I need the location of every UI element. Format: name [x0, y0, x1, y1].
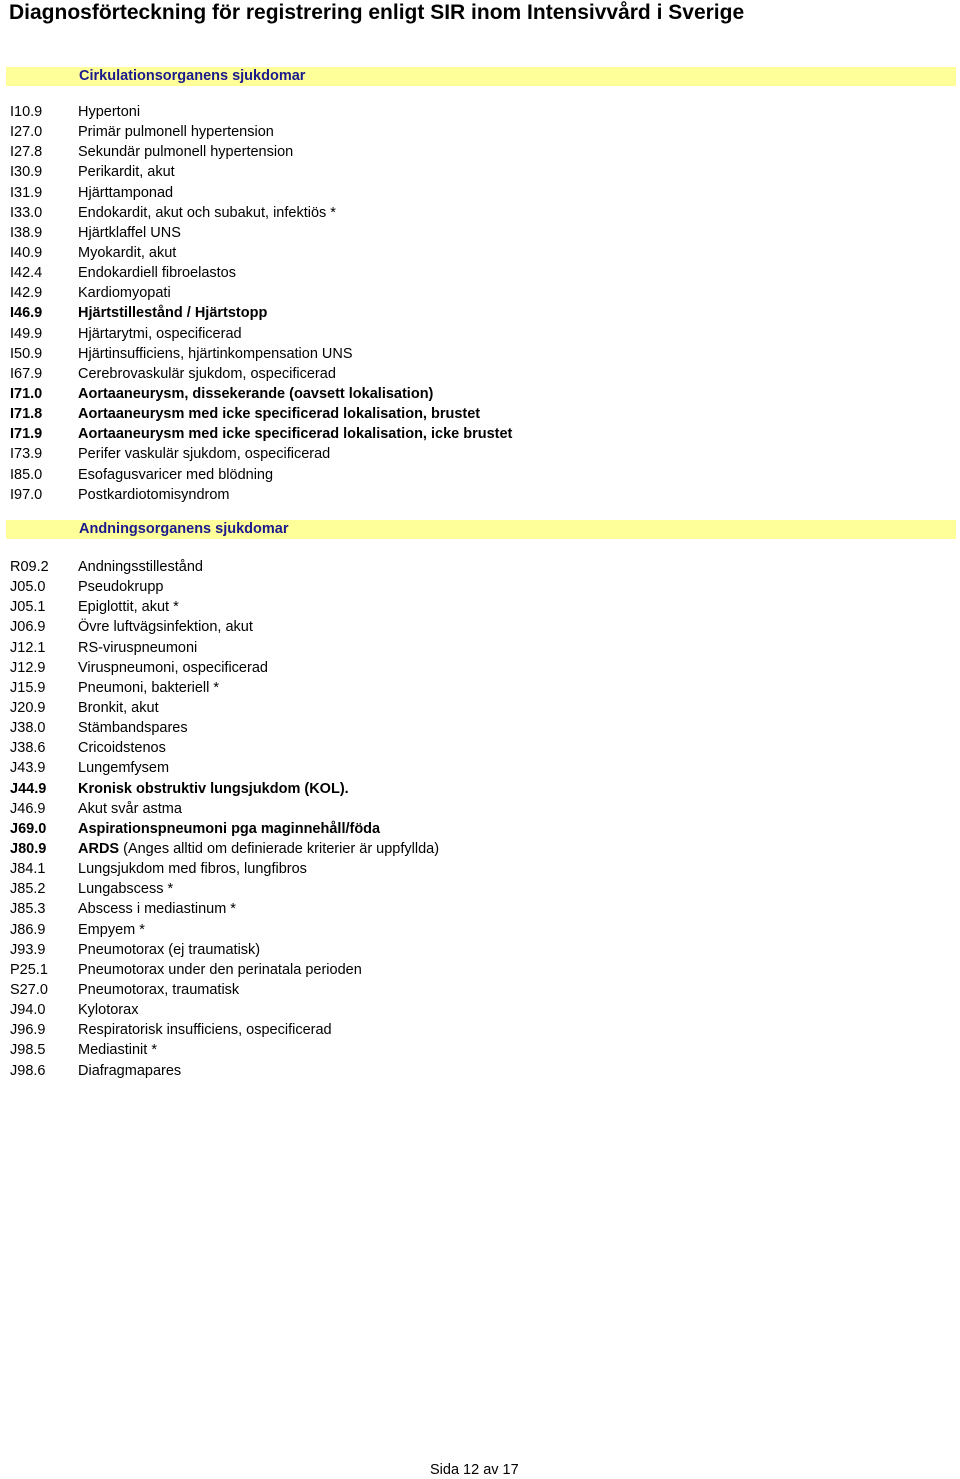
- diagnosis-row: [0, 1000, 960, 1020]
- diagnosis-row: [0, 698, 960, 718]
- diagnosis-code: J94.0: [10, 1002, 46, 1019]
- section-header-respiratory: [6, 520, 956, 539]
- diagnosis-code: I38.9: [10, 224, 43, 241]
- diagnosis-code: J05.0: [10, 579, 46, 596]
- diagnosis-description: Stämbandspares: [78, 720, 188, 737]
- diagnosis-code: J86.9: [10, 921, 46, 938]
- diagnosis-row: [0, 738, 960, 758]
- diagnosis-row: [0, 344, 960, 364]
- diagnosis-code: J80.9: [10, 840, 47, 857]
- diagnosis-description: Andningsstillestånd: [78, 559, 203, 575]
- diagnosis-row: [0, 303, 960, 323]
- diagnosis-row: [0, 638, 960, 658]
- diagnosis-row: [0, 557, 960, 577]
- diagnosis-description: Hjärtstillestånd / Hjärtstopp: [78, 305, 268, 322]
- section-header-circulatory: [6, 67, 956, 86]
- diagnosis-row: [0, 465, 960, 485]
- diagnosis-row: [0, 839, 960, 859]
- diagnosis-code: J06.9: [10, 619, 46, 636]
- diagnosis-description: Aspirationspneumoni pga maginnehåll/föda: [78, 820, 381, 837]
- diagnosis-row: [0, 960, 960, 980]
- diagnosis-row: [0, 617, 960, 637]
- diagnosis-code: I71.8: [10, 406, 43, 423]
- diagnosis-row: [0, 283, 960, 303]
- diagnosis-row: [0, 404, 960, 424]
- diagnosis-description: Bronkit, akut: [78, 699, 159, 716]
- diagnosis-row: [0, 718, 960, 738]
- diagnosis-row: [0, 920, 960, 940]
- diagnosis-row: [0, 122, 960, 142]
- diagnosis-description: Aortaaneurysm med icke specificerad lokalisation, brustet: [78, 406, 481, 423]
- diagnosis-code: I49.9: [10, 325, 43, 342]
- diagnosis-description: Kronisk obstruktiv lungsjukdom (KOL).: [78, 780, 349, 797]
- diagnosis-description: Mediastinit *: [78, 1042, 157, 1059]
- diagnosis-row: [0, 162, 960, 182]
- diagnosis-description: Kardiomyopati: [78, 285, 171, 302]
- diagnosis-row: [0, 899, 960, 919]
- diagnosis-row: [0, 980, 960, 1000]
- diagnosis-code: I97.0: [10, 486, 43, 503]
- diagnosis-description: Lungabscess *: [78, 881, 174, 898]
- diagnosis-row: [0, 577, 960, 597]
- diagnosis-description: Kylotorax: [78, 1002, 139, 1019]
- diagnosis-description: Hjärttamponad: [78, 184, 174, 201]
- diagnosis-code: J38.0: [10, 720, 46, 737]
- diagnosis-code: I73.9: [10, 446, 43, 463]
- diagnosis-description: Cerebrovaskulär sjukdom, ospecificerad: [78, 365, 336, 382]
- diagnosis-description: Myokardit, akut: [78, 244, 177, 261]
- diagnosis-code: I67.9: [10, 365, 43, 382]
- diagnosis-code: J12.1: [10, 639, 46, 656]
- diagnosis-row: [0, 678, 960, 698]
- diagnosis-code: I50.9: [10, 345, 43, 362]
- diagnosis-description: Aortaaneurysm med icke specificerad lokalisation, icke brustet: [78, 426, 513, 443]
- diagnosis-description: Endokardiell fibroelastos: [78, 265, 236, 282]
- diagnosis-description: Pseudokrupp: [78, 579, 164, 596]
- diagnosis-list-circulatory: [0, 102, 960, 505]
- diagnosis-row: [0, 658, 960, 678]
- diagnosis-row: [0, 444, 960, 464]
- diagnosis-code: J85.2: [10, 881, 46, 898]
- diagnosis-row: [0, 263, 960, 283]
- diagnosis-code: I85.0: [10, 466, 43, 483]
- diagnosis-row: [0, 819, 960, 839]
- diagnosis-code: R09.2: [10, 559, 49, 575]
- diagnosis-description: Empyem *: [78, 921, 145, 938]
- diagnosis-row: [0, 102, 960, 122]
- diagnosis-description: Abscess i mediastinum *: [78, 901, 236, 918]
- diagnosis-row: [0, 940, 960, 960]
- diagnosis-code: I46.9: [10, 305, 43, 322]
- diagnosis-description: RS-viruspneumoni: [78, 639, 198, 656]
- diagnosis-code: J44.9: [10, 780, 47, 797]
- diagnosis-code: J15.9: [10, 679, 46, 696]
- diagnosis-code: J96.9: [10, 1022, 46, 1039]
- page-number: Sida 12 av 17: [430, 1462, 519, 1478]
- diagnosis-description-emphasis: ARDS: [78, 840, 120, 857]
- diagnosis-description: [78, 839, 439, 859]
- page-title: Diagnosförteckning för registrering enligt SIR inom Intensivvård i Sverige: [9, 1, 745, 24]
- diagnosis-row: [0, 799, 960, 819]
- diagnosis-description: Lungemfysem: [78, 760, 170, 777]
- diagnosis-description: Viruspneumoni, ospecificerad: [78, 659, 268, 676]
- diagnosis-description: Lungsjukdom med fibros, lungfibros: [78, 861, 307, 878]
- diagnosis-description: Hypertoni: [78, 104, 141, 120]
- diagnosis-code: I42.4: [10, 265, 43, 282]
- diagnosis-description: Sekundär pulmonell hypertension: [78, 144, 294, 161]
- diagnosis-code: J85.3: [10, 901, 46, 918]
- diagnosis-description: Perifer vaskulär sjukdom, ospecificerad: [78, 446, 331, 463]
- diagnosis-code: I40.9: [10, 244, 43, 261]
- diagnosis-list-respiratory: [0, 557, 960, 1081]
- diagnosis-description: Hjärtarytmi, ospecificerad: [78, 325, 242, 342]
- diagnosis-description: Pneumotorax under den perinatala perioden: [78, 961, 362, 978]
- diagnosis-description: Pneumoni, bakteriell *: [78, 679, 220, 696]
- diagnosis-row: [0, 597, 960, 617]
- diagnosis-code: J98.5: [10, 1042, 46, 1059]
- diagnosis-code: J12.9: [10, 659, 46, 676]
- section-header-label: Andningsorganens sjukdomar: [79, 521, 289, 537]
- diagnosis-code: I31.9: [10, 184, 43, 201]
- diagnosis-row: [0, 243, 960, 263]
- diagnosis-code: J98.6: [10, 1062, 46, 1079]
- diagnosis-row: [0, 424, 960, 444]
- diagnosis-row: [0, 879, 960, 899]
- diagnosis-row: [0, 758, 960, 778]
- diagnosis-code: I71.0: [10, 385, 43, 402]
- diagnosis-row: [0, 859, 960, 879]
- diagnosis-description: Övre luftvägsinfektion, akut: [78, 619, 253, 636]
- section-header-label: Cirkulationsorganens sjukdomar: [79, 68, 306, 84]
- diagnosis-description: Pneumotorax, traumatisk: [78, 981, 240, 998]
- diagnosis-row: [0, 384, 960, 404]
- diagnosis-code: I27.8: [10, 144, 43, 161]
- diagnosis-code: J93.9: [10, 941, 46, 958]
- diagnosis-description: Akut svår astma: [78, 800, 182, 817]
- diagnosis-description: Cricoidstenos: [78, 740, 166, 757]
- diagnosis-code: I71.9: [10, 426, 43, 443]
- diagnosis-description: Postkardiotomisyndrom: [78, 486, 230, 503]
- diagnosis-row: [0, 364, 960, 384]
- diagnosis-row: [0, 485, 960, 505]
- diagnosis-description: Pneumotorax (ej traumatisk): [78, 941, 261, 958]
- diagnosis-description: Aortaaneurysm, dissekerande (oavsett lokalisation): [78, 385, 434, 402]
- diagnosis-description: Perikardit, akut: [78, 164, 175, 181]
- diagnosis-description-note: (Anges alltid om definierade kriterier är uppfyllda): [119, 840, 440, 857]
- diagnosis-description: Epiglottit, akut *: [78, 599, 179, 616]
- diagnosis-code: I10.9: [10, 104, 43, 120]
- diagnosis-row: [0, 183, 960, 203]
- diagnosis-code: J05.1: [10, 599, 46, 616]
- diagnosis-code: J69.0: [10, 820, 47, 837]
- diagnosis-description: Respiratorisk insufficiens, ospecificerad: [78, 1022, 332, 1039]
- diagnosis-code: I33.0: [10, 204, 43, 221]
- diagnosis-code: J46.9: [10, 800, 46, 817]
- diagnosis-description: Esofagusvaricer med blödning: [78, 466, 274, 483]
- diagnosis-code: I42.9: [10, 285, 43, 302]
- diagnosis-row: [0, 779, 960, 799]
- diagnosis-row: [0, 223, 960, 243]
- diagnosis-description: Endokardit, akut och subakut, infektiös *: [78, 204, 336, 221]
- diagnosis-description: Diafragmapares: [78, 1062, 182, 1079]
- diagnosis-code: I27.0: [10, 124, 43, 141]
- diagnosis-row: [0, 1040, 960, 1060]
- diagnosis-code: S27.0: [10, 981, 48, 998]
- diagnosis-code: J43.9: [10, 760, 46, 777]
- diagnosis-description: Hjärtklaffel UNS: [78, 224, 181, 241]
- diagnosis-row: [0, 1020, 960, 1040]
- diagnosis-code: J38.6: [10, 740, 46, 757]
- diagnosis-code: I30.9: [10, 164, 43, 181]
- diagnosis-row: [0, 1061, 960, 1081]
- diagnosis-row: [0, 324, 960, 344]
- diagnosis-description: Primär pulmonell hypertension: [78, 124, 274, 141]
- diagnosis-description: Hjärtinsufficiens, hjärtinkompensation UNS: [78, 345, 353, 362]
- diagnosis-code: P25.1: [10, 961, 48, 978]
- diagnosis-code: J84.1: [10, 861, 46, 878]
- diagnosis-row: [0, 142, 960, 162]
- diagnosis-row: [0, 203, 960, 223]
- diagnosis-code: J20.9: [10, 699, 46, 716]
